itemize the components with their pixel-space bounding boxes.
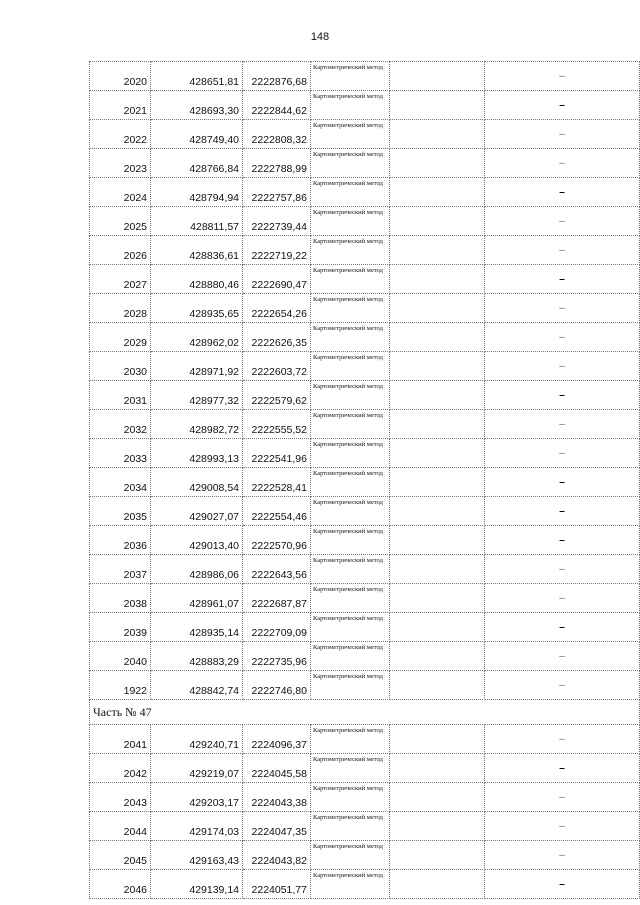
dash-cell: –: [485, 725, 640, 754]
table-row: [90, 236, 640, 265]
empty-cell: [390, 149, 485, 178]
coordinate-x: 429027,07: [151, 497, 243, 526]
dash-cell: –: [485, 323, 640, 352]
table-row: [90, 671, 640, 700]
point-number: 2044: [90, 812, 151, 841]
point-number: 1922: [90, 671, 151, 700]
coordinate-x: 429008,54: [151, 468, 243, 497]
coordinate-x: 428986,06: [151, 555, 243, 584]
empty-cell: [390, 207, 485, 236]
empty-cell: [390, 439, 485, 468]
table-row: [90, 841, 640, 870]
dash-cell: –: [485, 584, 640, 613]
method-text: Картометрический метод: [313, 843, 383, 850]
dash-cell: –: [485, 468, 640, 497]
method-text: Картометрический метод: [313, 267, 383, 274]
coordinate-y: 2222570,96: [243, 526, 311, 555]
method-cell: [311, 725, 390, 754]
coordinate-x: 428651,81: [151, 62, 243, 91]
dash-cell: –: [485, 497, 640, 526]
dash-cell: –: [485, 381, 640, 410]
dash-cell: –: [485, 236, 640, 265]
table-row: [90, 783, 640, 812]
point-number: 2030: [90, 352, 151, 381]
point-number: 2043: [90, 783, 151, 812]
dash-cell: –: [485, 754, 640, 783]
coordinate-x: 428971,92: [151, 352, 243, 381]
dash-cell: –: [485, 642, 640, 671]
coordinate-x: 428977,32: [151, 381, 243, 410]
method-cell: [311, 468, 390, 497]
table-row: [90, 613, 640, 642]
coordinate-x: 428836,61: [151, 236, 243, 265]
coordinate-y: 2222739,44: [243, 207, 311, 236]
table-row: [90, 526, 640, 555]
dash-cell: –: [485, 120, 640, 149]
method-text: Картометрический метод: [313, 872, 383, 879]
table-row: [90, 555, 640, 584]
dash-cell: –: [485, 870, 640, 899]
table-row: [90, 468, 640, 497]
dash-cell: –: [485, 841, 640, 870]
method-cell: [311, 497, 390, 526]
dash-cell: –: [485, 207, 640, 236]
method-text: Картометрический метод: [313, 615, 383, 622]
table-row: [90, 265, 640, 294]
empty-cell: [390, 62, 485, 91]
coordinate-y: 2222690,47: [243, 265, 311, 294]
table-row: [90, 410, 640, 439]
method-cell: [311, 841, 390, 870]
table-row: [90, 294, 640, 323]
table-row: [90, 812, 640, 841]
coordinates-table: [89, 61, 640, 899]
point-number: 2032: [90, 410, 151, 439]
table-row: [90, 584, 640, 613]
empty-cell: [390, 381, 485, 410]
point-number: 2037: [90, 555, 151, 584]
coordinate-y: 2222788,99: [243, 149, 311, 178]
dash-cell: –: [485, 555, 640, 584]
part-label: Часть № 47: [90, 700, 640, 725]
coordinate-x: 429203,17: [151, 783, 243, 812]
table-row: [90, 323, 640, 352]
coordinate-y: 2222735,96: [243, 642, 311, 671]
method-text: Картометрический метод: [313, 756, 383, 763]
method-text: Картометрический метод: [313, 412, 383, 419]
coordinate-y: 2224045,58: [243, 754, 311, 783]
coordinate-y: 2222746,80: [243, 671, 311, 700]
method-text: Картометрический метод: [313, 644, 383, 651]
empty-cell: [390, 642, 485, 671]
empty-cell: [390, 410, 485, 439]
dash-cell: –: [485, 91, 640, 120]
coordinate-y: 2224043,38: [243, 783, 311, 812]
empty-cell: [390, 120, 485, 149]
empty-cell: [390, 352, 485, 381]
table-row: [90, 754, 640, 783]
point-number: 2027: [90, 265, 151, 294]
coordinate-y: 2222643,56: [243, 555, 311, 584]
point-number: 2022: [90, 120, 151, 149]
empty-cell: [390, 812, 485, 841]
method-text: Картометрический метод: [313, 814, 383, 821]
method-text: Картометрический метод: [313, 325, 383, 332]
method-text: Картометрический метод: [313, 209, 383, 216]
coordinate-y: 2222719,22: [243, 236, 311, 265]
empty-cell: [390, 841, 485, 870]
method-text: Картометрический метод: [313, 296, 383, 303]
table-row: [90, 642, 640, 671]
method-cell: [311, 870, 390, 899]
dash-cell: –: [485, 613, 640, 642]
table-row: [90, 120, 640, 149]
point-number: 2023: [90, 149, 151, 178]
table-body-part-b: [90, 725, 640, 899]
method-text: Картометрический метод: [313, 557, 383, 564]
table-row: [90, 870, 640, 899]
table-row: [90, 352, 640, 381]
method-text: Картометрический метод: [313, 93, 383, 100]
dash-cell: –: [485, 352, 640, 381]
empty-cell: [390, 555, 485, 584]
point-number: 2040: [90, 642, 151, 671]
method-cell: [311, 149, 390, 178]
method-text: Картометрический метод: [313, 238, 383, 245]
table-row: [90, 149, 640, 178]
method-text: Картометрический метод: [313, 673, 383, 680]
coordinate-x: 428811,57: [151, 207, 243, 236]
point-number: 2042: [90, 754, 151, 783]
coordinate-y: 2222709,09: [243, 613, 311, 642]
coordinate-x: 429139,14: [151, 870, 243, 899]
coordinate-x: 428982,72: [151, 410, 243, 439]
table-row: [90, 62, 640, 91]
coordinate-x: 428749,40: [151, 120, 243, 149]
method-cell: [311, 584, 390, 613]
dash-cell: –: [485, 410, 640, 439]
empty-cell: [390, 497, 485, 526]
empty-cell: [390, 783, 485, 812]
part-header-row: [90, 700, 640, 725]
dash-cell: –: [485, 178, 640, 207]
dash-cell: –: [485, 149, 640, 178]
method-cell: [311, 120, 390, 149]
point-number: 2035: [90, 497, 151, 526]
method-text: Картометрический метод: [313, 180, 383, 187]
method-text: Картометрический метод: [313, 528, 383, 535]
method-text: Картометрический метод: [313, 727, 383, 734]
method-cell: [311, 178, 390, 207]
coordinate-y: 2222528,41: [243, 468, 311, 497]
point-number: 2029: [90, 323, 151, 352]
table-body-part-header: [90, 700, 640, 725]
point-number: 2041: [90, 725, 151, 754]
empty-cell: [390, 265, 485, 294]
coordinate-x: 429013,40: [151, 526, 243, 555]
method-text: Картометрический метод: [313, 785, 383, 792]
point-number: 2039: [90, 613, 151, 642]
method-text: Картометрический метод: [313, 64, 383, 71]
coordinate-y: 2222654,26: [243, 294, 311, 323]
coordinate-y: 2222687,87: [243, 584, 311, 613]
empty-cell: [390, 323, 485, 352]
coordinate-y: 2224051,77: [243, 870, 311, 899]
coordinate-x: 428842,74: [151, 671, 243, 700]
page-number: 148: [310, 31, 330, 43]
empty-cell: [390, 526, 485, 555]
method-text: Картометрический метод: [313, 383, 383, 390]
point-number: 2026: [90, 236, 151, 265]
method-cell: [311, 236, 390, 265]
method-text: Картометрический метод: [313, 122, 383, 129]
method-text: Картометрический метод: [313, 586, 383, 593]
coordinate-x: 428961,07: [151, 584, 243, 613]
point-number: 2046: [90, 870, 151, 899]
empty-cell: [390, 725, 485, 754]
coordinate-x: 428693,30: [151, 91, 243, 120]
dash-cell: –: [485, 62, 640, 91]
method-cell: [311, 352, 390, 381]
coordinate-x: 429174,03: [151, 812, 243, 841]
method-text: Картометрический метод: [313, 151, 383, 158]
table-row: [90, 91, 640, 120]
method-cell: [311, 613, 390, 642]
coordinate-x: 429240,71: [151, 725, 243, 754]
empty-cell: [390, 870, 485, 899]
empty-cell: [390, 236, 485, 265]
coordinate-x: 428766,84: [151, 149, 243, 178]
dash-cell: –: [485, 671, 640, 700]
point-number: 2028: [90, 294, 151, 323]
method-cell: [311, 207, 390, 236]
coordinate-x: 428962,02: [151, 323, 243, 352]
method-cell: [311, 410, 390, 439]
coordinate-x: 428935,65: [151, 294, 243, 323]
method-cell: [311, 783, 390, 812]
dash-cell: –: [485, 526, 640, 555]
empty-cell: [390, 584, 485, 613]
empty-cell: [390, 178, 485, 207]
coordinate-y: 2224047,35: [243, 812, 311, 841]
coordinate-x: 428993,13: [151, 439, 243, 468]
table-row: [90, 178, 640, 207]
coordinate-y: 2222626,35: [243, 323, 311, 352]
point-number: 2033: [90, 439, 151, 468]
table-row: [90, 207, 640, 236]
method-cell: [311, 671, 390, 700]
method-cell: [311, 91, 390, 120]
coordinate-y: 2222844,62: [243, 91, 311, 120]
method-text: Картометрический метод: [313, 499, 383, 506]
point-number: 2024: [90, 178, 151, 207]
coordinate-y: 2222808,32: [243, 120, 311, 149]
method-cell: [311, 381, 390, 410]
empty-cell: [390, 613, 485, 642]
coordinate-x: 428880,46: [151, 265, 243, 294]
coordinate-y: 2222554,46: [243, 497, 311, 526]
dash-cell: –: [485, 812, 640, 841]
coordinate-y: 2224096,37: [243, 725, 311, 754]
coordinate-y: 2222579,62: [243, 381, 311, 410]
dash-cell: –: [485, 265, 640, 294]
coordinate-x: 429219,07: [151, 754, 243, 783]
coordinate-x: 428883,29: [151, 642, 243, 671]
point-number: 2025: [90, 207, 151, 236]
empty-cell: [390, 294, 485, 323]
point-number: 2045: [90, 841, 151, 870]
dash-cell: –: [485, 294, 640, 323]
coordinate-y: 2222603,72: [243, 352, 311, 381]
point-number: 2021: [90, 91, 151, 120]
table-body-part-a: [90, 62, 640, 700]
point-number: 2031: [90, 381, 151, 410]
point-number: 2020: [90, 62, 151, 91]
method-cell: [311, 812, 390, 841]
method-cell: [311, 754, 390, 783]
empty-cell: [390, 91, 485, 120]
method-cell: [311, 439, 390, 468]
empty-cell: [390, 754, 485, 783]
coordinate-y: 2222541,96: [243, 439, 311, 468]
method-cell: [311, 265, 390, 294]
coordinate-y: 2224043,82: [243, 841, 311, 870]
coordinate-x: 429163,43: [151, 841, 243, 870]
method-cell: [311, 62, 390, 91]
method-cell: [311, 294, 390, 323]
method-cell: [311, 526, 390, 555]
table-row: [90, 725, 640, 754]
dash-cell: –: [485, 439, 640, 468]
method-cell: [311, 642, 390, 671]
method-cell: [311, 323, 390, 352]
coordinate-x: 428794,94: [151, 178, 243, 207]
coordinate-y: 2222555,52: [243, 410, 311, 439]
point-number: 2036: [90, 526, 151, 555]
method-text: Картометрический метод: [313, 441, 383, 448]
table-row: [90, 381, 640, 410]
empty-cell: [390, 671, 485, 700]
method-cell: [311, 555, 390, 584]
table-row: [90, 439, 640, 468]
point-number: 2038: [90, 584, 151, 613]
table-row: [90, 497, 640, 526]
coordinate-y: 2222757,86: [243, 178, 311, 207]
dash-cell: –: [485, 783, 640, 812]
coordinate-x: 428935,14: [151, 613, 243, 642]
empty-cell: [390, 468, 485, 497]
point-number: 2034: [90, 468, 151, 497]
method-text: Картометрический метод: [313, 470, 383, 477]
method-text: Картометрический метод: [313, 354, 383, 361]
coordinate-y: 2222876,68: [243, 62, 311, 91]
